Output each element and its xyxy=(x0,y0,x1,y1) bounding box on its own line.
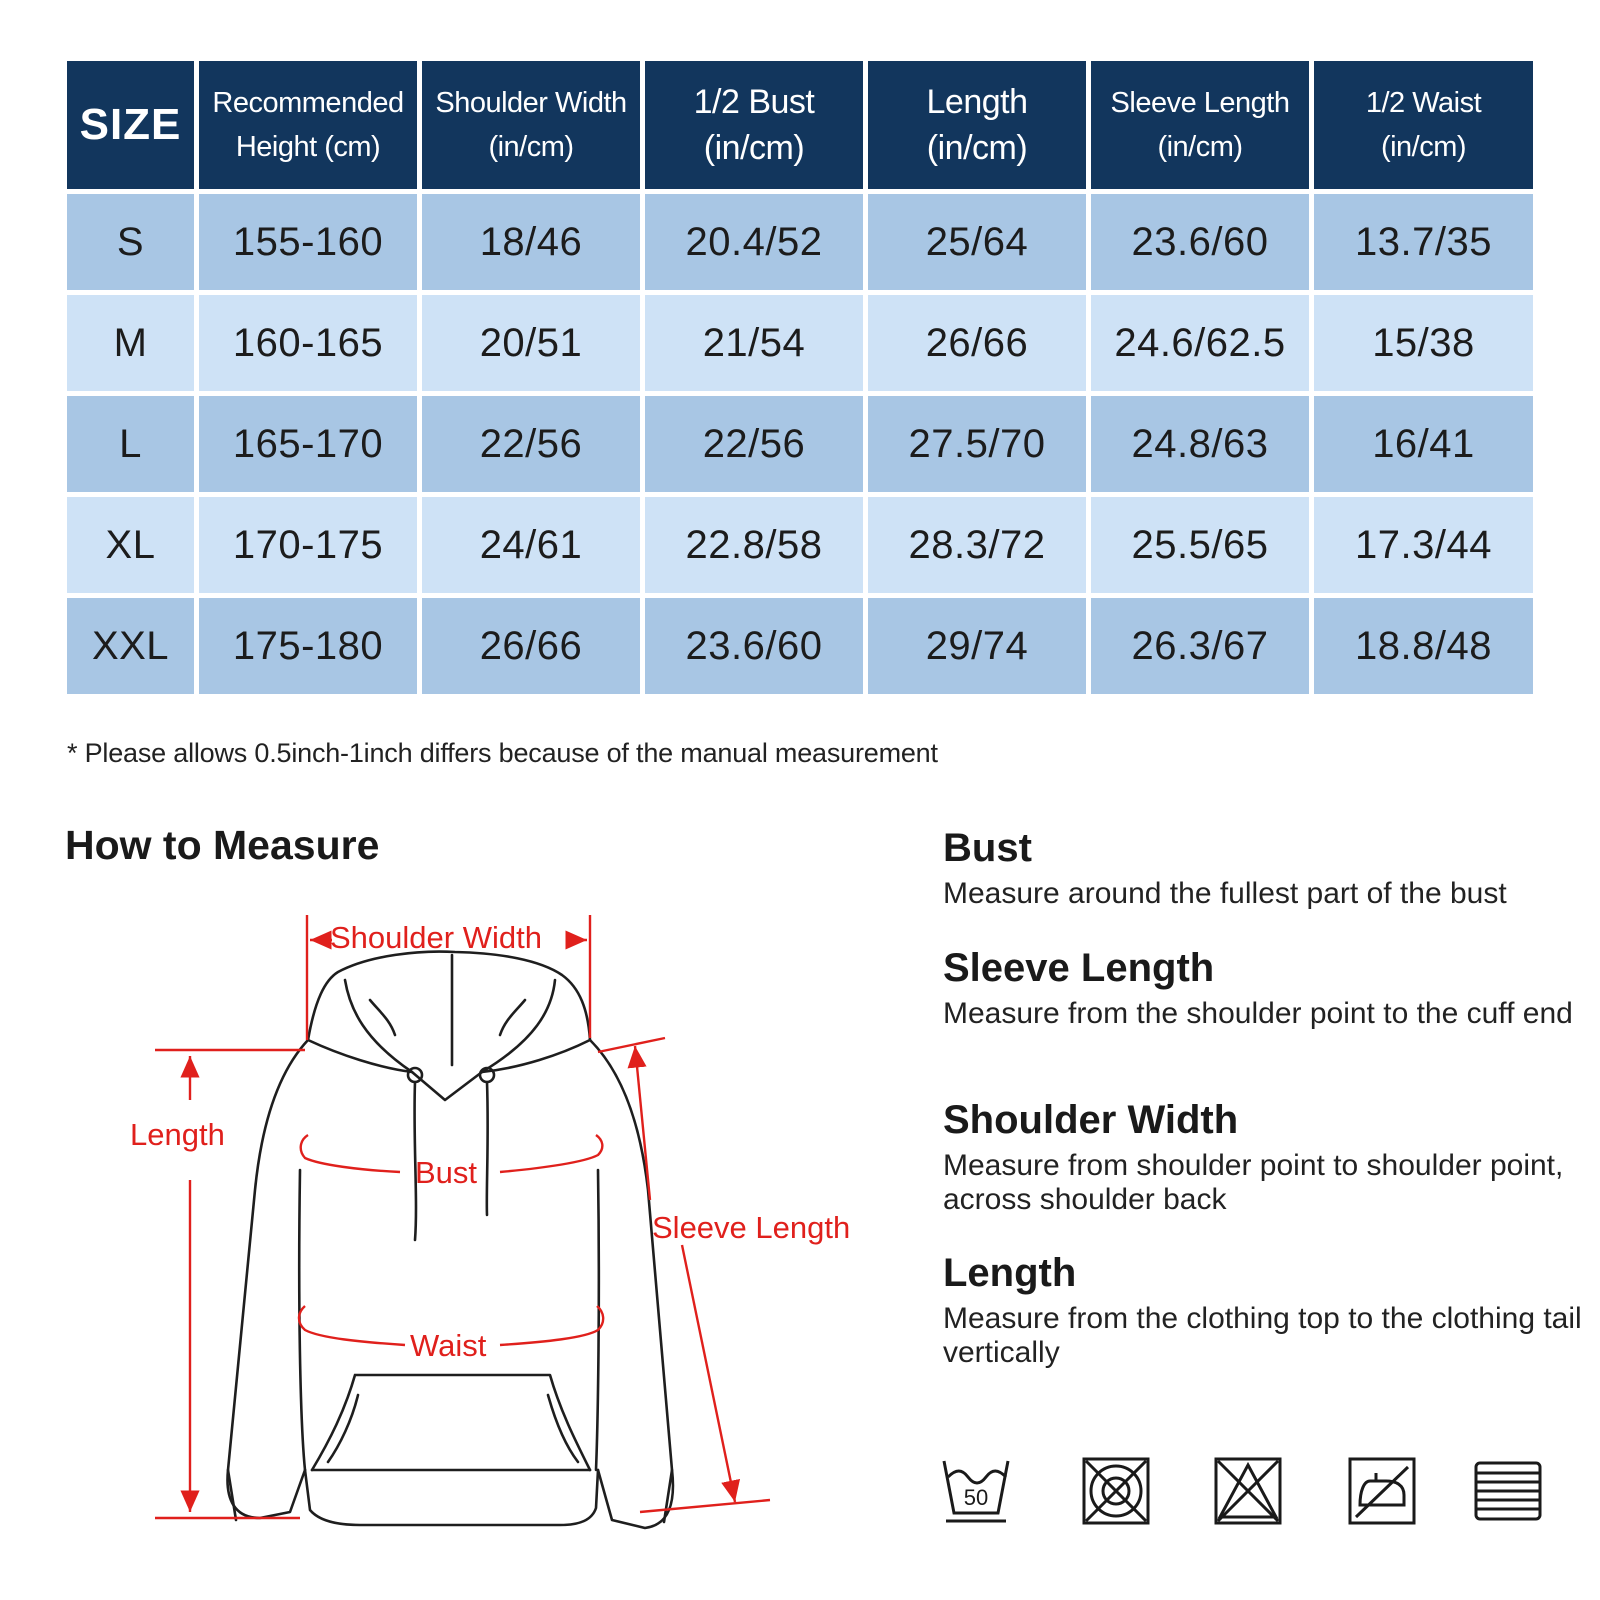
definition-term: Shoulder Width xyxy=(943,1098,1239,1142)
definition-term: Length xyxy=(943,1251,1077,1295)
sleeve-cell: 24.6/62.5 xyxy=(1091,295,1309,391)
height-cell: 155-160 xyxy=(199,194,417,290)
sleeve-cell: 23.6/60 xyxy=(1091,194,1309,290)
definition-desc: Measure from the clothing top to the clothing tail vertically xyxy=(943,1302,1582,1369)
definition-desc: Measure around the fullest part of the bust xyxy=(943,877,1507,910)
length-cell: 28.3/72 xyxy=(868,497,1086,593)
shoulder-cell: 26/66 xyxy=(422,598,640,694)
waist-cell: 16/41 xyxy=(1314,396,1533,492)
header-size: SIZE xyxy=(67,61,194,189)
shoulder-cell: 22/56 xyxy=(422,396,640,492)
bust-cell: 20.4/52 xyxy=(645,194,863,290)
measurement-note: * Please allows 0.5inch-1inch differs because of the manual measurement xyxy=(67,738,938,768)
table-row xyxy=(67,497,1533,593)
length-cell: 25/64 xyxy=(868,194,1086,290)
hoodie-diagram-svg xyxy=(0,880,900,1560)
length-cell: 26/66 xyxy=(868,295,1086,391)
definition-term: Sleeve Length xyxy=(943,946,1215,990)
size-label: XL xyxy=(67,497,194,593)
size-label: S xyxy=(67,194,194,290)
header-sleeve-length: Sleeve Length (in/cm) xyxy=(1091,61,1309,189)
sleeve-cell: 24.8/63 xyxy=(1091,396,1309,492)
definition-shoulder-width xyxy=(943,1097,1583,1217)
sleeve-length-label: Sleeve Length xyxy=(652,1210,851,1245)
definition-desc: Measure from shoulder point to shoulder point, across shoulder back xyxy=(943,1149,1564,1216)
bust-cell: 22.8/58 xyxy=(645,497,863,593)
shoulder-cell: 18/46 xyxy=(422,194,640,290)
do-not-bleach-icon xyxy=(1212,1455,1284,1527)
definition-length xyxy=(943,1250,1583,1370)
header-shoulder-width: Shoulder Width (in/cm) xyxy=(422,61,640,189)
definition-bust xyxy=(943,825,1583,911)
dry-flat-icon xyxy=(1472,1455,1544,1527)
waist-cell: 13.7/35 xyxy=(1314,194,1533,290)
wash-temperature: 50 xyxy=(963,1485,989,1510)
table-row xyxy=(67,295,1533,391)
header-recommended-height: Recommended Height (cm) xyxy=(199,61,417,189)
header-half-bust: 1/2 Bust (in/cm) xyxy=(645,61,863,189)
do-not-iron-icon xyxy=(1346,1455,1418,1527)
bust-label: Bust xyxy=(415,1155,478,1190)
hoodie-measurement-diagram xyxy=(0,880,900,1560)
height-cell: 175-180 xyxy=(199,598,417,694)
wash-50-icon xyxy=(940,1455,1012,1527)
definition-term: Bust xyxy=(943,826,1032,870)
height-cell: 160-165 xyxy=(199,295,417,391)
sleeve-cell: 25.5/65 xyxy=(1091,497,1309,593)
do-not-tumble-dry-icon xyxy=(1080,1455,1152,1527)
bust-cell: 23.6/60 xyxy=(645,598,863,694)
table-header-row xyxy=(67,61,1533,189)
header-length: Length (in/cm) xyxy=(868,61,1086,189)
length-label: Length xyxy=(130,1117,225,1152)
waist-cell: 17.3/44 xyxy=(1314,497,1533,593)
length-cell: 27.5/70 xyxy=(868,396,1086,492)
size-label: M xyxy=(67,295,194,391)
shoulder-cell: 20/51 xyxy=(422,295,640,391)
shoulder-width-label: Shoulder Width xyxy=(330,920,542,955)
waist-label: Waist xyxy=(410,1328,487,1363)
waist-cell: 18.8/48 xyxy=(1314,598,1533,694)
definition-sleeve-length xyxy=(943,945,1583,1031)
length-cell: 29/74 xyxy=(868,598,1086,694)
size-label: XXL xyxy=(67,598,194,694)
size-label: L xyxy=(67,396,194,492)
table-row xyxy=(67,194,1533,290)
table-row xyxy=(67,396,1533,492)
sleeve-cell: 26.3/67 xyxy=(1091,598,1309,694)
definition-desc: Measure from the shoulder point to the cuff end xyxy=(943,997,1573,1030)
height-cell: 170-175 xyxy=(199,497,417,593)
height-cell: 165-170 xyxy=(199,396,417,492)
how-to-measure-title: How to Measure xyxy=(65,822,380,868)
bust-cell: 22/56 xyxy=(645,396,863,492)
bust-cell: 21/54 xyxy=(645,295,863,391)
waist-cell: 15/38 xyxy=(1314,295,1533,391)
hoodie-outline-icon xyxy=(227,952,673,1528)
shoulder-cell: 24/61 xyxy=(422,497,640,593)
table-row xyxy=(67,598,1533,694)
header-half-waist: 1/2 Waist (in/cm) xyxy=(1314,61,1533,189)
size-chart-table xyxy=(62,56,1538,699)
